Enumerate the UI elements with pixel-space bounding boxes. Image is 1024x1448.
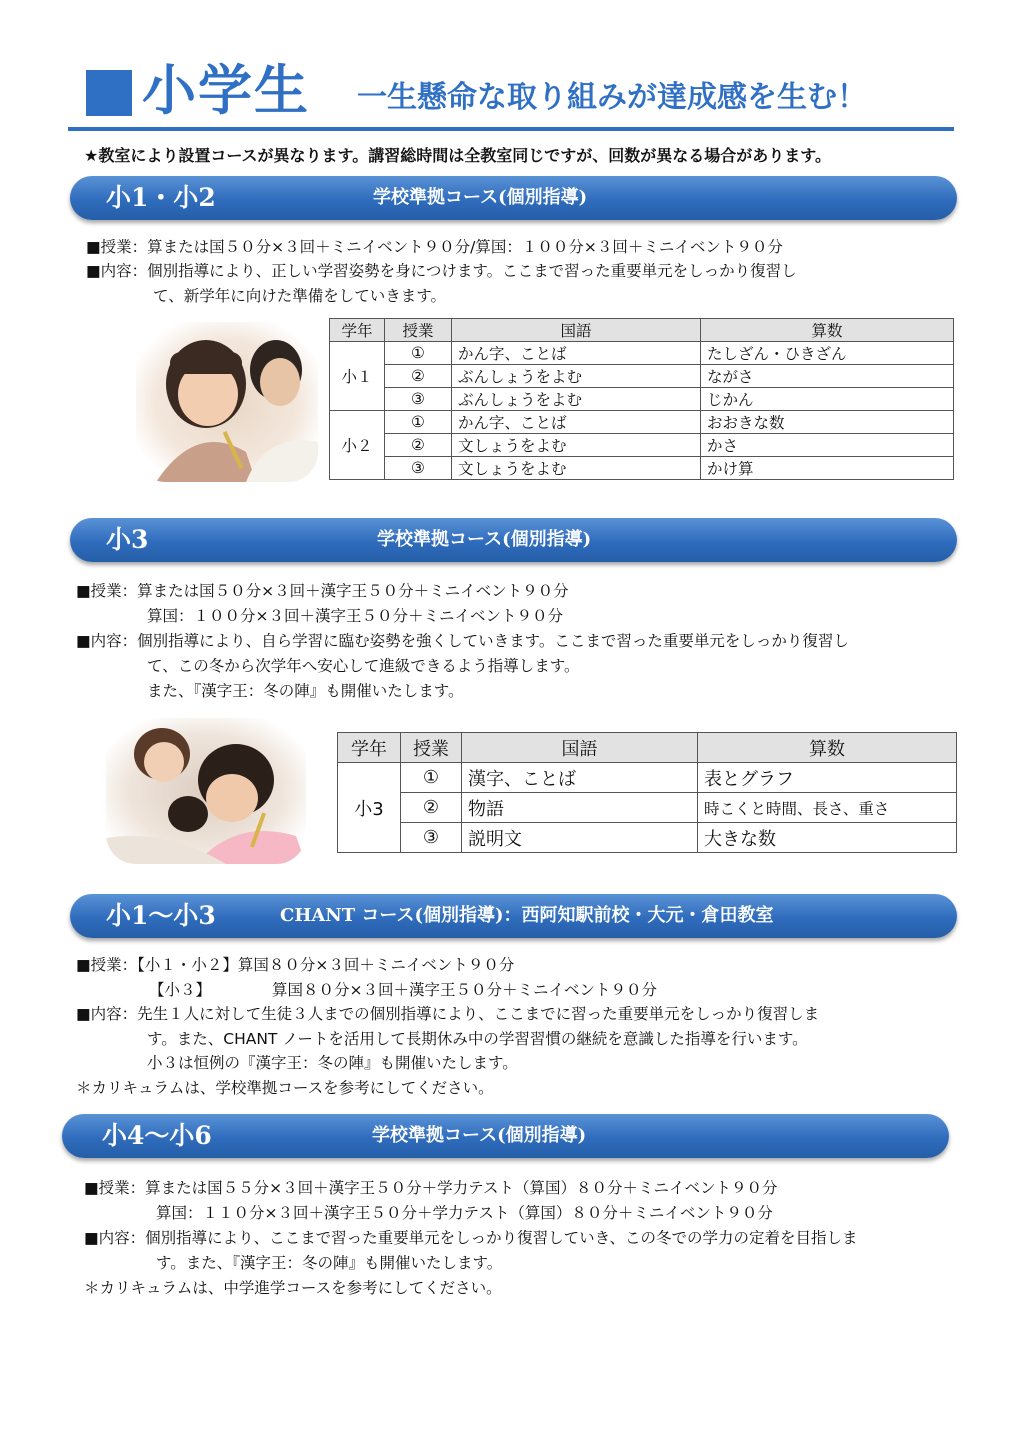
header-grade: 学年 xyxy=(330,319,385,342)
section-course: 学校準拠コース(個別指導) xyxy=(373,187,588,208)
section-line: て、この冬から次学年へ安心して進級できるよう指導します。 xyxy=(147,657,580,675)
japanese-topic: 物語 xyxy=(462,793,698,823)
lesson-number: ① xyxy=(385,411,452,434)
section-line: ■授業：算または国５０分×３回＋ミニイベント９０分/算国：１００分×３回＋ミニイベント９０分 xyxy=(86,238,783,256)
math-topic: 大きな数 xyxy=(698,823,957,853)
section-line: また、『漢字王：冬の陣』も開催いたします。 xyxy=(147,682,464,700)
section-bar-grade4-6 xyxy=(62,1114,949,1158)
japanese-topic: ぶんしょうをよむ xyxy=(452,388,701,411)
title-square-mark xyxy=(86,70,132,116)
math-topic: 時こくと時間、長さ、重さ xyxy=(698,793,957,823)
header-lesson: 授業 xyxy=(401,733,462,763)
section-note: ＊カリキュラムは、中学進学コースを参考にしてください。 xyxy=(84,1279,502,1297)
section-line: 算国：１００分×３回＋漢字王５０分＋ミニイベント９０分 xyxy=(147,607,563,625)
grade-cell: 小２ xyxy=(330,411,385,480)
lesson-number: ② xyxy=(401,793,462,823)
section-line: ■授業：算または国５０分×３回＋漢字王５０分＋ミニイベント９０分 xyxy=(76,582,569,600)
japanese-topic: かん字、ことば xyxy=(452,342,701,365)
page-subtitle: 一生懸命な取り組みが達成感を生む！ xyxy=(357,80,867,115)
notice-text: ★教室により設置コースが異なります。講習総時間は全教室同じですが、回数が異なる場合があります。 xyxy=(84,146,831,165)
section-line: ■授業：【小１・小２】算国８０分×３回＋ミニイベント９０分 xyxy=(76,956,515,974)
section-bar-grade1-2 xyxy=(70,176,957,220)
grade-cell: 小3 xyxy=(338,763,401,853)
math-topic: かさ xyxy=(701,434,954,457)
section-grade: 小1・小2 xyxy=(106,183,216,212)
section-grade: 小3 xyxy=(106,525,149,554)
japanese-topic: 文しょうをよむ xyxy=(452,434,701,457)
math-topic: 表とグラフ xyxy=(698,763,957,793)
section-course: 学校準拠コース(個別指導) xyxy=(372,1125,587,1146)
lesson-number: ① xyxy=(385,342,452,365)
section-line: す。また、CHANT ノートを活用して長期休み中の学習習慣の継続を意識した指導を行います。 xyxy=(147,1030,808,1048)
section-line: ■内容：先生１人に対して生徒３人までの個別指導により、ここまでに習った重要単元をしっかり復習しま xyxy=(76,1005,820,1023)
section-line: ■内容：個別指導により、自ら学習に臨む姿勢を強くしていきます。ここまで習った重要単元をしっかり復習し xyxy=(76,632,849,650)
section-line: ■授業：算または国５５分×３回＋漢字王５０分＋学力テスト（算国）８０分＋ミニイベント９０分 xyxy=(84,1179,778,1197)
section-line: 小３は恒例の『漢字王：冬の陣』も開催いたします。 xyxy=(147,1054,518,1072)
student-photo xyxy=(136,322,318,482)
japanese-topic: かん字、ことば xyxy=(452,411,701,434)
section-line: ■内容：個別指導により、ここまで習った重要単元をしっかり復習していき、この冬での学力の定着を目指しま xyxy=(84,1229,858,1247)
header-math: 算数 xyxy=(701,319,954,342)
section-line: て、新学年に向けた準備をしていきます。 xyxy=(153,287,446,305)
header-grade: 学年 xyxy=(338,733,401,763)
header-japanese: 国語 xyxy=(462,733,698,763)
japanese-topic: 文しょうをよむ xyxy=(452,457,701,480)
section-grade: 小1～小3 xyxy=(106,901,216,930)
page-title: 小学生 xyxy=(142,59,310,122)
section-line: ■内容：個別指導により、正しい学習姿勢を身につけます。ここまで習った重要単元をしっかり復習し xyxy=(86,262,797,280)
header-japanese: 国語 xyxy=(452,319,701,342)
section-course: 学校準拠コース(個別指導) xyxy=(377,529,592,550)
section-bar-chant xyxy=(70,894,957,938)
japanese-topic: ぶんしょうをよむ xyxy=(452,365,701,388)
section-note: ＊カリキュラムは、学校準拠コースを参考にしてください。 xyxy=(76,1079,494,1097)
math-topic: おおきな数 xyxy=(701,411,954,434)
curriculum-table-grade3 xyxy=(337,732,957,853)
section-line: 【小３】 xyxy=(149,981,212,999)
header-lesson: 授業 xyxy=(385,319,452,342)
lesson-number: ③ xyxy=(401,823,462,853)
section-line: す。また、『漢字王：冬の陣』も開催いたします。 xyxy=(156,1254,503,1272)
math-topic: ながさ xyxy=(701,365,954,388)
lesson-number: ② xyxy=(385,434,452,457)
math-topic: たしざん・ひきざん xyxy=(701,342,954,365)
section-line: 算国：１１０分×３回＋漢字王５０分＋学力テスト（算国）８０分＋ミニイベント９０分 xyxy=(156,1204,773,1222)
title-underline xyxy=(68,127,954,131)
lesson-number: ③ xyxy=(385,388,452,411)
grade-cell: 小１ xyxy=(330,342,385,411)
math-topic: じかん xyxy=(701,388,954,411)
curriculum-table-grade1-2 xyxy=(329,318,954,480)
section-grade: 小4～小6 xyxy=(102,1121,212,1150)
student-photo xyxy=(106,718,306,864)
lesson-number: ① xyxy=(401,763,462,793)
japanese-topic: 漢字、ことば xyxy=(462,763,698,793)
section-bar-grade3 xyxy=(70,518,957,562)
math-topic: かけ算 xyxy=(701,457,954,480)
japanese-topic: 説明文 xyxy=(462,823,698,853)
section-line: 算国８０分×３回＋漢字王５０分＋ミニイベント９０分 xyxy=(272,981,657,999)
section-course: CHANT コース(個別指導)：西阿知駅前校・大元・倉田教室 xyxy=(280,905,774,926)
lesson-number: ② xyxy=(385,365,452,388)
header-math: 算数 xyxy=(698,733,957,763)
lesson-number: ③ xyxy=(385,457,452,480)
